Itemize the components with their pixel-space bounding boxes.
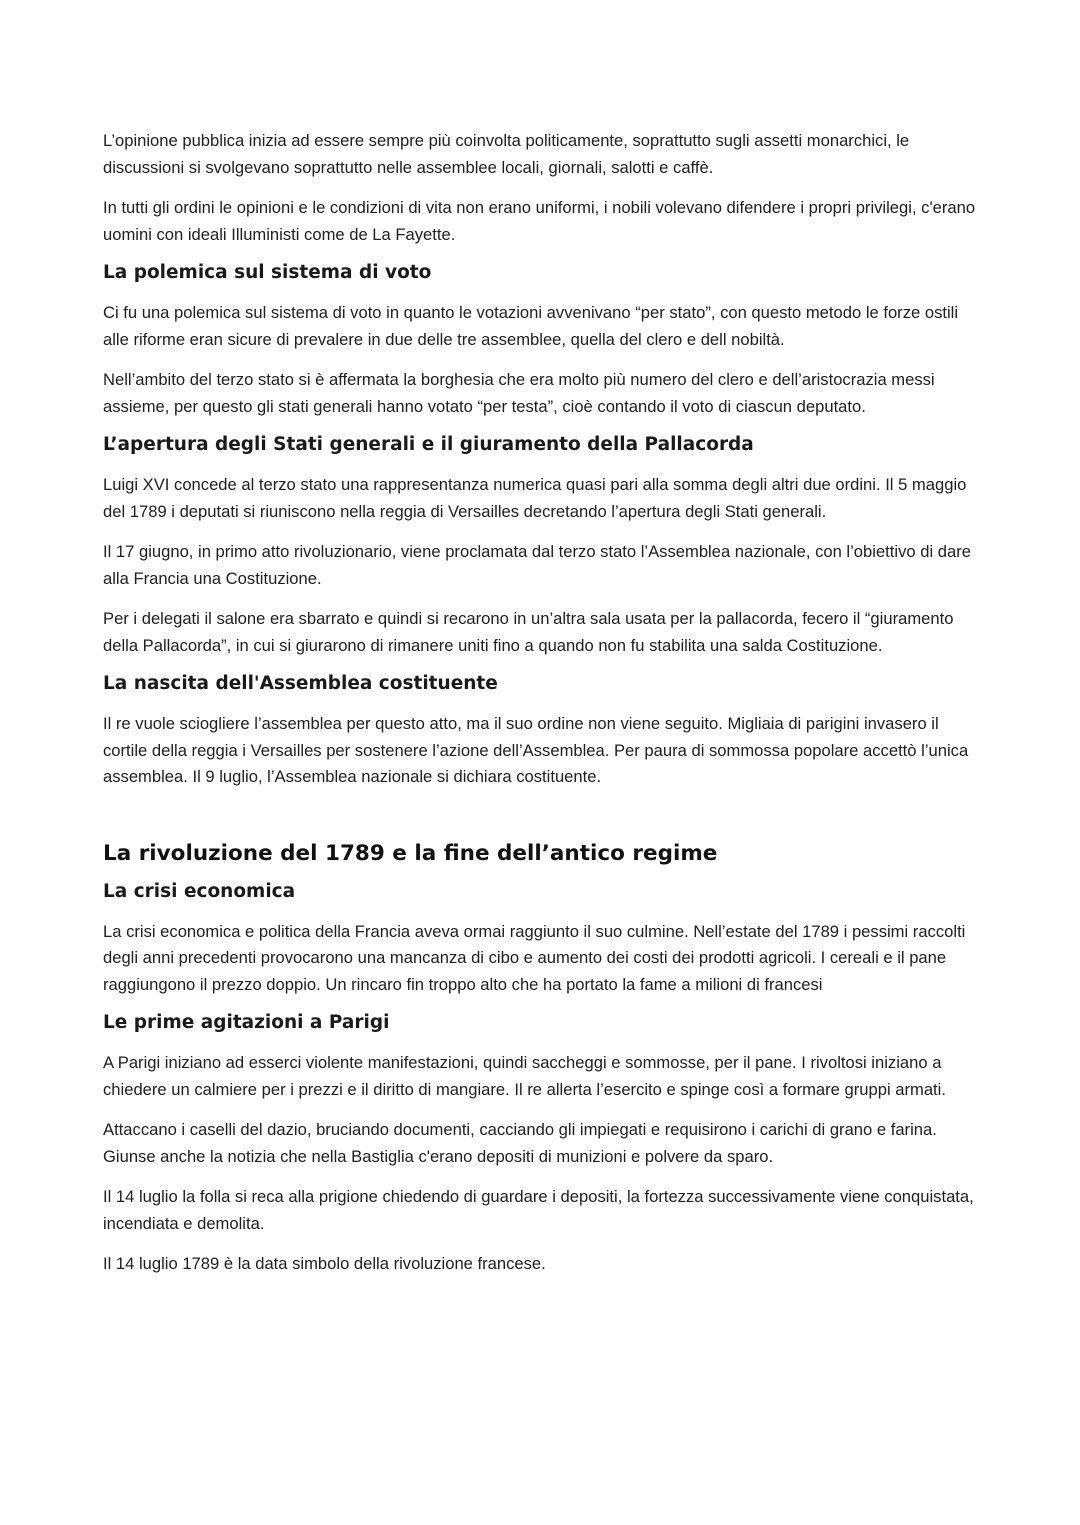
paragraph: Ci fu una polemica sul sistema di voto in quanto le votazioni avvenivano “per stato”, con questo metodo le forze ostili alle riforme eran sicure di prevalere in due delle tre assemblee, quella del clero e dell nobiltà. (103, 303, 959, 349)
paragraph: Per i delegati il salone era sbarrato e quindi si recarono in un’altra sala usata per la pallacorda, fecero il “giuramento della Pallacorda”, in cui si giurarono di rimanere uniti fino a quando non fu stabilita una salda Costituzione. (103, 609, 954, 655)
document-page (103, 128, 983, 1292)
paragraph: L’opinione pubblica inizia ad essere sempre più coinvolta politicamente, soprattutto sugli assetti monarchici, le discussioni si svolgevano soprattutto nelle assemblee locali, giornali, salotti e caffè. (103, 131, 910, 177)
section-heading: Le prime agitazioni a Parigi (103, 1012, 390, 1033)
paragraph: Il 14 luglio la folla si reca alla prigione chiedendo di guardare i depositi, la fortezza successivamente viene conquistata, incendiata e demolita. (103, 1187, 974, 1233)
section-heading: La crisi economica (103, 880, 296, 902)
section-heading: La nascita dell'Assemblea costituente (103, 673, 498, 694)
paragraph: Il 14 luglio 1789 è la data simbolo della rivoluzione francese. (103, 1254, 546, 1273)
chapter-heading: La rivoluzione del 1789 e la fine dell’antico regime (103, 840, 718, 866)
paragraph: Luigi XVI concede al terzo stato una rappresentanza numerica quasi pari alla somma degli altri due ordini. Il 5 maggio del 1789 i deputati si riuniscono nella reggia di Versailles decretando l’apertura degli Stati generali. (103, 475, 967, 521)
paragraph: In tutti gli ordini le opinioni e le condizioni di vita non erano uniformi, i nobili volevano difendere i propri privilegi, c'erano uomini con ideali Illuministi come de La Fayette. (103, 198, 976, 244)
section-heading: L’apertura degli Stati generali e il giuramento della Pallacorda (103, 434, 754, 455)
paragraph: Nell’ambito del terzo stato si è affermata la borghesia che era molto più numero del clero e dell’aristocrazia messi assieme, per questo gli stati generali hanno votato “per testa”, cioè contando il voto di ciascun deputato. (103, 370, 935, 416)
section-heading: La polemica sul sistema di voto (103, 262, 432, 283)
paragraph: A Parigi iniziano ad esserci violente manifestazioni, quindi saccheggi e sommosse, per il pane. I rivoltosi iniziano a chiedere un calmiere per i prezzi e il diritto di mangiare. Il re allerta l’esercito e spinge così a formare gruppi armati. (103, 1053, 946, 1099)
paragraph: La crisi economica e politica della Francia aveva ormai raggiunto il suo culmine. Nell’estate del 1789 i pessimi raccolti degli anni precedenti provocarono una mancanza di cibo e aumento dei costi dei prodotti agricoli. I cereali e il pane raggiungono il prezzo doppio. Un rincaro fin troppo alto che ha portato la fame a milioni di francesi (103, 921, 966, 994)
paragraph: Attaccano i caselli del dazio, bruciando documenti, cacciando gli impiegati e requisirono i carichi di grano e farina. Giunse anche la notizia che nella Bastiglia c'erano depositi di munizioni e polvere da sparo. (103, 1120, 937, 1166)
paragraph: Il re vuole sciogliere l’assemblea per questo atto, ma il suo ordine non viene seguito. Migliaia di parigini invasero il cortile della reggia i Versailles per sostenere l’azione dell’Assemblea. Per paura di sommossa popolare accettò l’unica assemblea. Il 9 luglio, l’Assemblea nazionale si dichiara costituente. (103, 714, 969, 786)
paragraph: Il 17 giugno, in primo atto rivoluzionario, viene proclamata dal terzo stato l’Assemblea nazionale, con l’obiettivo di dare alla Francia una Costituzione. (103, 542, 971, 588)
